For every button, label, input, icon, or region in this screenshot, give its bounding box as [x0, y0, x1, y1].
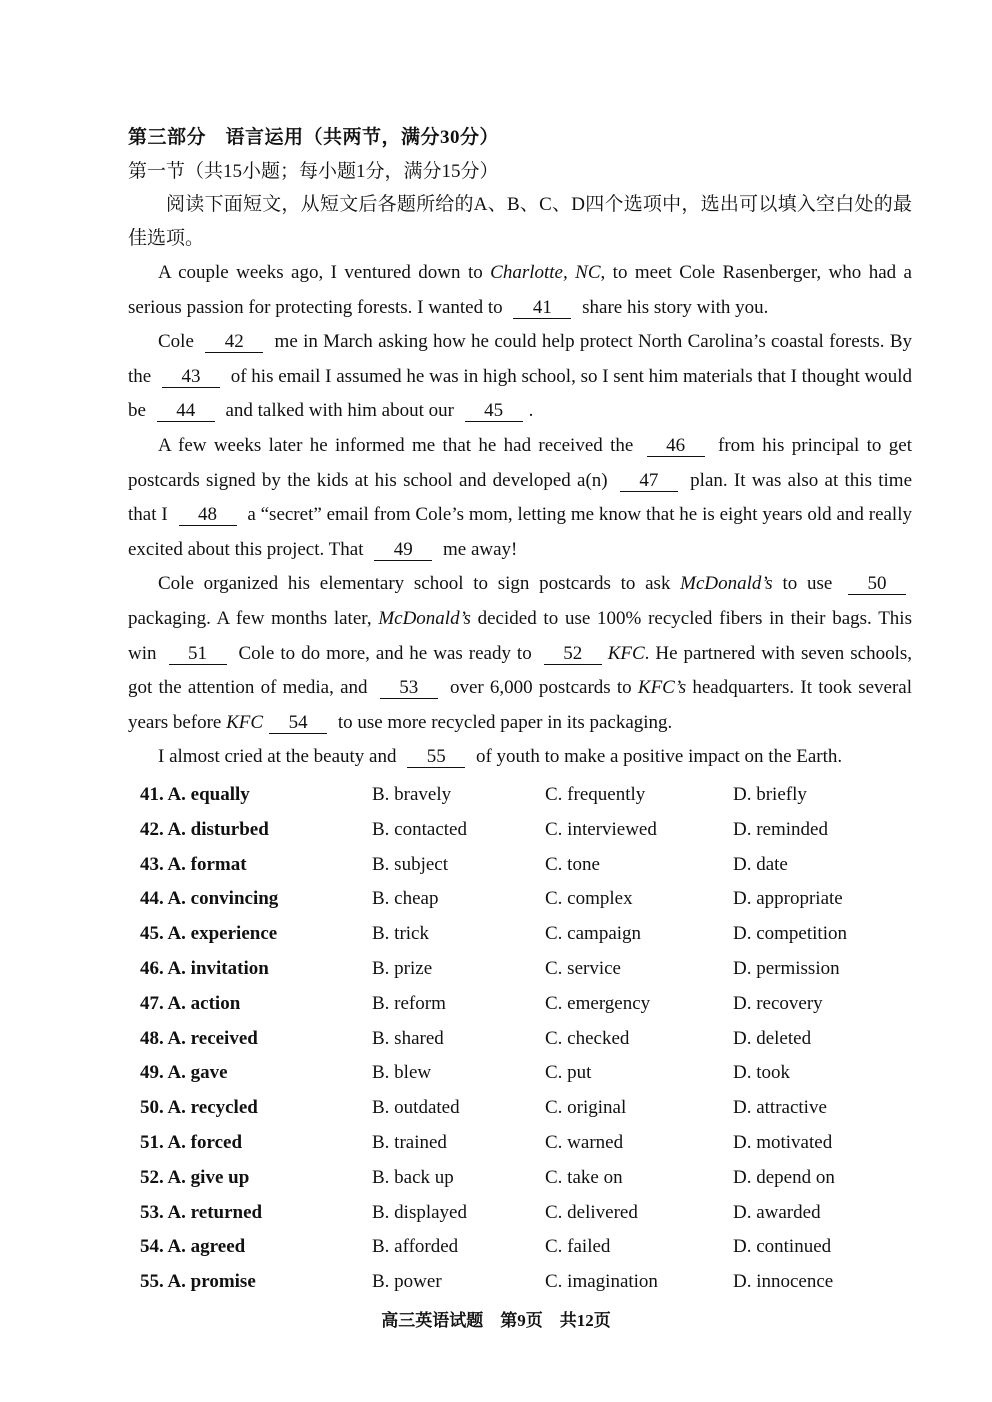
- option-c: C. take on: [545, 1166, 623, 1188]
- option-b: B. displayed: [372, 1201, 467, 1223]
- blank-51: 51: [169, 644, 227, 665]
- text: headquarters. It took several years before: [128, 677, 912, 733]
- option-a: 41. A. equally: [140, 784, 250, 805]
- option-b: B. back up: [372, 1166, 454, 1188]
- option-a: 45. A. experience: [140, 923, 278, 945]
- option-b: B. outdated: [372, 1097, 460, 1119]
- paragraph-1: [128, 256, 912, 325]
- text: A few weeks later he informed me that he had received the: [158, 434, 641, 456]
- blank-41: 41: [513, 298, 571, 319]
- brand-name: McDonald’s: [378, 607, 471, 629]
- option-c: C. delivered: [545, 1201, 638, 1223]
- option-d: D. attractive: [733, 1097, 827, 1119]
- text: I almost cried at the beauty and: [158, 746, 402, 768]
- option-a: 52. A. give up: [140, 1166, 250, 1188]
- question-row: [140, 815, 880, 850]
- question-row: [140, 884, 880, 919]
- blank-45: 45: [465, 401, 523, 422]
- question-row: [140, 919, 880, 954]
- brand-name: KFC: [607, 642, 645, 664]
- text: Cole: [158, 331, 200, 353]
- paragraph-2: [128, 325, 912, 429]
- text: of his email I assumed he was in high school, so I sent him materials that I thought would be: [128, 365, 912, 422]
- text: A couple weeks ago, I ventured down to: [158, 262, 491, 283]
- section-title: 第三部分 语言运用（共两节，满分30分）: [128, 127, 500, 148]
- brand-name: McDonald’s: [680, 573, 773, 595]
- option-a: 49. A. gave: [140, 1062, 228, 1084]
- text: plan. It was also at this time that I: [128, 469, 913, 526]
- answer-options: [140, 780, 880, 1302]
- blank-53: 53: [380, 678, 438, 699]
- section-subtitle: 第一节（共15小题；每小题1分，满分15分）: [128, 161, 499, 182]
- option-d: D. permission: [733, 957, 840, 979]
- paragraph-4: [128, 567, 912, 740]
- question-row: [140, 1058, 880, 1093]
- option-d: D. date: [733, 853, 788, 875]
- question-row: [140, 1267, 880, 1302]
- option-a: 53. A. returned: [140, 1201, 263, 1223]
- blank-47: 47: [620, 471, 678, 492]
- paragraph-5: [128, 740, 912, 775]
- option-b: B. cheap: [372, 888, 439, 910]
- option-d: D. briefly: [733, 784, 807, 805]
- cloze-passage: [128, 256, 912, 775]
- brand-name: KFC: [226, 711, 264, 733]
- option-c: C. complex: [545, 888, 633, 910]
- option-a: 50. A. recycled: [140, 1097, 258, 1119]
- option-c: C. put: [545, 1062, 592, 1084]
- option-a: 46. A. invitation: [140, 957, 269, 979]
- option-c: C. warned: [545, 1131, 624, 1153]
- option-a: 55. A. promise: [140, 1271, 256, 1293]
- text: Cole organized his elementary school to sign postcards to ask: [158, 573, 681, 595]
- option-b: B. power: [372, 1271, 442, 1293]
- option-b: B. reform: [372, 992, 446, 1014]
- text: a “secret” email from Cole’s mom, letting me know that he is eight years old and really excited about this project. That: [128, 504, 912, 560]
- option-d: D. took: [733, 1062, 790, 1084]
- option-b: B. blew: [372, 1062, 432, 1084]
- option-d: D. continued: [733, 1236, 832, 1258]
- option-b: B. trained: [372, 1131, 447, 1153]
- option-d: D. recovery: [733, 992, 823, 1014]
- option-d: D. reminded: [733, 818, 828, 840]
- question-row: [140, 1163, 880, 1198]
- option-c: C. service: [545, 957, 621, 979]
- option-b: B. prize: [372, 957, 433, 979]
- blank-50: 50: [848, 574, 906, 595]
- text: me in March asking how he could help protect North Carolina’s coastal forests. By the: [128, 331, 913, 387]
- blank-54: 54: [269, 713, 327, 734]
- blank-49: 49: [374, 540, 432, 561]
- text: of youth to make a positive impact on the Earth.: [471, 746, 843, 768]
- text: . He partnered with seven schools, got the attention of media, and: [128, 642, 913, 699]
- option-d: D. deleted: [733, 1027, 812, 1049]
- brand-name: KFC’s: [637, 677, 687, 699]
- option-a: 54. A. agreed: [140, 1236, 246, 1258]
- option-b: B. afforded: [372, 1236, 459, 1258]
- text: and talked with him about our: [220, 400, 459, 422]
- text: to use: [772, 573, 842, 595]
- text: decided to use 100% recycled fibers in their bags. This win: [128, 607, 912, 664]
- option-c: C. imagination: [545, 1271, 658, 1293]
- option-d: D. innocence: [733, 1271, 834, 1293]
- option-a: 44. A. convincing: [140, 888, 279, 910]
- text: , to meet Cole Rasenberger, who had a serious passion for protecting forests. I wanted to: [128, 262, 912, 318]
- option-a: 47. A. action: [140, 992, 241, 1014]
- question-row: [140, 1093, 880, 1128]
- text: to use more recycled paper in its packaging.: [333, 711, 673, 733]
- blank-43: 43: [162, 367, 220, 388]
- blank-42: 42: [205, 332, 263, 353]
- option-c: C. emergency: [545, 992, 651, 1014]
- paragraph-3: [128, 429, 912, 567]
- text: me away!: [438, 538, 518, 560]
- option-d: D. motivated: [733, 1131, 833, 1153]
- question-row: [140, 989, 880, 1024]
- option-a: 51. A. forced: [140, 1131, 243, 1153]
- text: Cole to do more, and he was ready to: [232, 642, 538, 664]
- option-a: 48. A. received: [140, 1027, 258, 1049]
- option-b: B. subject: [372, 853, 448, 875]
- blank-52: 52: [544, 644, 602, 665]
- text: share his story with you.: [577, 296, 769, 318]
- option-a: 42. A. disturbed: [140, 818, 269, 840]
- option-b: B. contacted: [372, 818, 467, 840]
- question-row: [140, 954, 880, 989]
- page-footer: 高三英语试题 第9页 共12页: [381, 1311, 611, 1330]
- option-d: D. awarded: [733, 1201, 821, 1223]
- question-row: [140, 1024, 880, 1059]
- option-d: D. appropriate: [733, 888, 843, 910]
- text: packaging. A few months later,: [128, 607, 379, 629]
- option-c: C. campaign: [545, 923, 642, 945]
- option-c: C. checked: [545, 1027, 630, 1049]
- text: over 6,000 postcards to: [443, 677, 638, 699]
- option-c: C. interviewed: [545, 818, 657, 840]
- option-c: C. tone: [545, 853, 600, 875]
- blank-44: 44: [157, 401, 215, 422]
- option-d: D. competition: [733, 923, 847, 945]
- text: .: [528, 400, 534, 422]
- question-row: [140, 780, 880, 815]
- blank-46: 46: [647, 436, 705, 457]
- blank-55: 55: [407, 747, 465, 768]
- blank-48: 48: [179, 505, 237, 526]
- option-c: C. frequently: [545, 784, 646, 805]
- option-d: D. depend on: [733, 1166, 835, 1188]
- option-a: 43. A. format: [140, 853, 247, 875]
- option-c: C. original: [545, 1097, 627, 1119]
- question-row: [140, 850, 880, 885]
- question-row: [140, 1198, 880, 1233]
- question-row: [140, 1128, 880, 1163]
- text: from his principal to get postcards signed by the kids at his school and developed a(n): [128, 434, 912, 491]
- place-name: Charlotte, NC: [490, 262, 601, 283]
- option-c: C. failed: [545, 1236, 611, 1258]
- option-b: B. trick: [372, 923, 429, 945]
- option-b: B. shared: [372, 1027, 444, 1049]
- instructions: 阅读下面短文，从短文后各题所给的A、B、C、D四个选项中，选出可以填入空白处的最佳选项。: [128, 194, 912, 249]
- question-row: [140, 1232, 880, 1267]
- option-b: B. bravely: [372, 784, 452, 805]
